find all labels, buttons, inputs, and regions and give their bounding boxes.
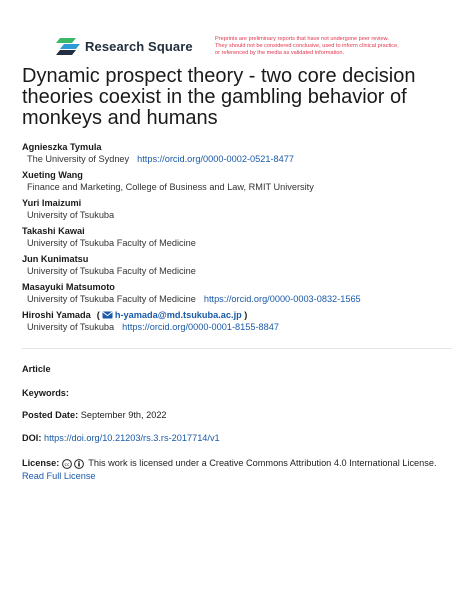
- disclaimer-line: or referenced by the media as validated information.: [215, 50, 345, 56]
- author-affiliation: Finance and Marketing, College of Business and Law, RMIT University: [27, 182, 314, 192]
- disclaimer-line: Preprints are preliminary reports that have not undergone peer review.: [215, 36, 389, 42]
- article-type-row: [22, 364, 462, 374]
- author-name: Xueting Wang: [22, 170, 83, 180]
- author-name: Yuri Imaizumi: [22, 198, 82, 208]
- logo-text: Research Square: [85, 38, 193, 54]
- svg-text:cc: cc: [64, 462, 70, 468]
- posted-date-value: September 9th, 2022: [80, 410, 167, 420]
- author-affiliation: University of Tsukuba Faculty of Medicine: [27, 294, 196, 304]
- doi-label: DOI:: [22, 433, 42, 443]
- author-name-row: [22, 309, 462, 321]
- posted-date-label: Posted Date:: [22, 410, 79, 420]
- author-affiliation-row: [22, 265, 462, 277]
- creative-commons-icon: [62, 459, 72, 469]
- author-entry: [22, 169, 462, 193]
- author-entry: [22, 141, 462, 165]
- author-affiliation-row: [22, 209, 462, 221]
- author-name: Masayuki Matsumoto: [22, 282, 115, 292]
- author-name: Agnieszka Tymula: [22, 142, 102, 152]
- author-affiliation-row: [22, 153, 462, 165]
- author-entry: [22, 197, 462, 221]
- keywords-row: [22, 388, 462, 398]
- author-affiliation: University of Tsukuba Faculty of Medicine: [27, 266, 196, 276]
- doi-row: [22, 433, 462, 443]
- attribution-icon: [74, 459, 84, 469]
- article-type: Article: [22, 364, 51, 374]
- author-name: Jun Kunimatsu: [22, 254, 89, 264]
- doi-link[interactable]: https://doi.org/10.21203/rs.3.rs-2017714/v1: [43, 433, 220, 443]
- author-affiliation-row: [22, 181, 462, 193]
- license-text: This work is licensed under a Creative Commons Attribution 4.0 International License.: [88, 458, 437, 468]
- orcid-link[interactable]: https://orcid.org/0000-0002-0521-8477: [137, 154, 294, 164]
- research-square-logo-icon: [56, 36, 80, 56]
- author-name: Takashi Kawai: [22, 226, 85, 236]
- author-affiliation-row: [22, 321, 462, 333]
- preprint-disclaimer: [215, 36, 445, 57]
- author-entry: [22, 281, 462, 305]
- author-affiliation: University of Tsukuba: [27, 210, 115, 220]
- author-affiliation-row: [22, 293, 462, 305]
- author-entry: [22, 225, 462, 249]
- keywords-label: Keywords:: [22, 388, 69, 398]
- author-email-link[interactable]: h-yamada@md.tsukuba.ac.jp: [114, 310, 242, 320]
- author-affiliation: University of Tsukuba: [27, 322, 115, 332]
- orcid-link[interactable]: https://orcid.org/0000-0001-8155-8847: [122, 322, 279, 332]
- author-email-wrapper: ( h-yamada@md.tsukuba.ac.jp ): [96, 310, 248, 320]
- orcid-link[interactable]: https://orcid.org/0000-0003-0832-1565: [203, 294, 361, 304]
- envelope-icon: [102, 311, 113, 319]
- header: [0, 0, 474, 66]
- paper-title: Dynamic prospect theory - two core decision theories coexist in the gambling behavior of monkeys and humans: [22, 65, 416, 129]
- license-label: License:: [22, 458, 60, 468]
- disclaimer-line: They should not be considered conclusive, used to inform clinical practice,: [215, 43, 399, 49]
- author-affiliation-row: [22, 237, 462, 249]
- author-name: Hiroshi Yamada: [22, 310, 91, 320]
- author-affiliation: University of Tsukuba Faculty of Medicine: [27, 238, 196, 248]
- research-square-logo[interactable]: [56, 36, 193, 56]
- license-row: [22, 457, 462, 483]
- posted-date-row: [22, 410, 462, 420]
- author-entry: [22, 309, 462, 333]
- read-full-license-link[interactable]: Read Full License: [22, 471, 96, 481]
- author-affiliation: The University of Sydney: [27, 154, 130, 164]
- section-divider: [22, 348, 452, 349]
- author-list: [22, 141, 462, 337]
- author-entry: [22, 253, 462, 277]
